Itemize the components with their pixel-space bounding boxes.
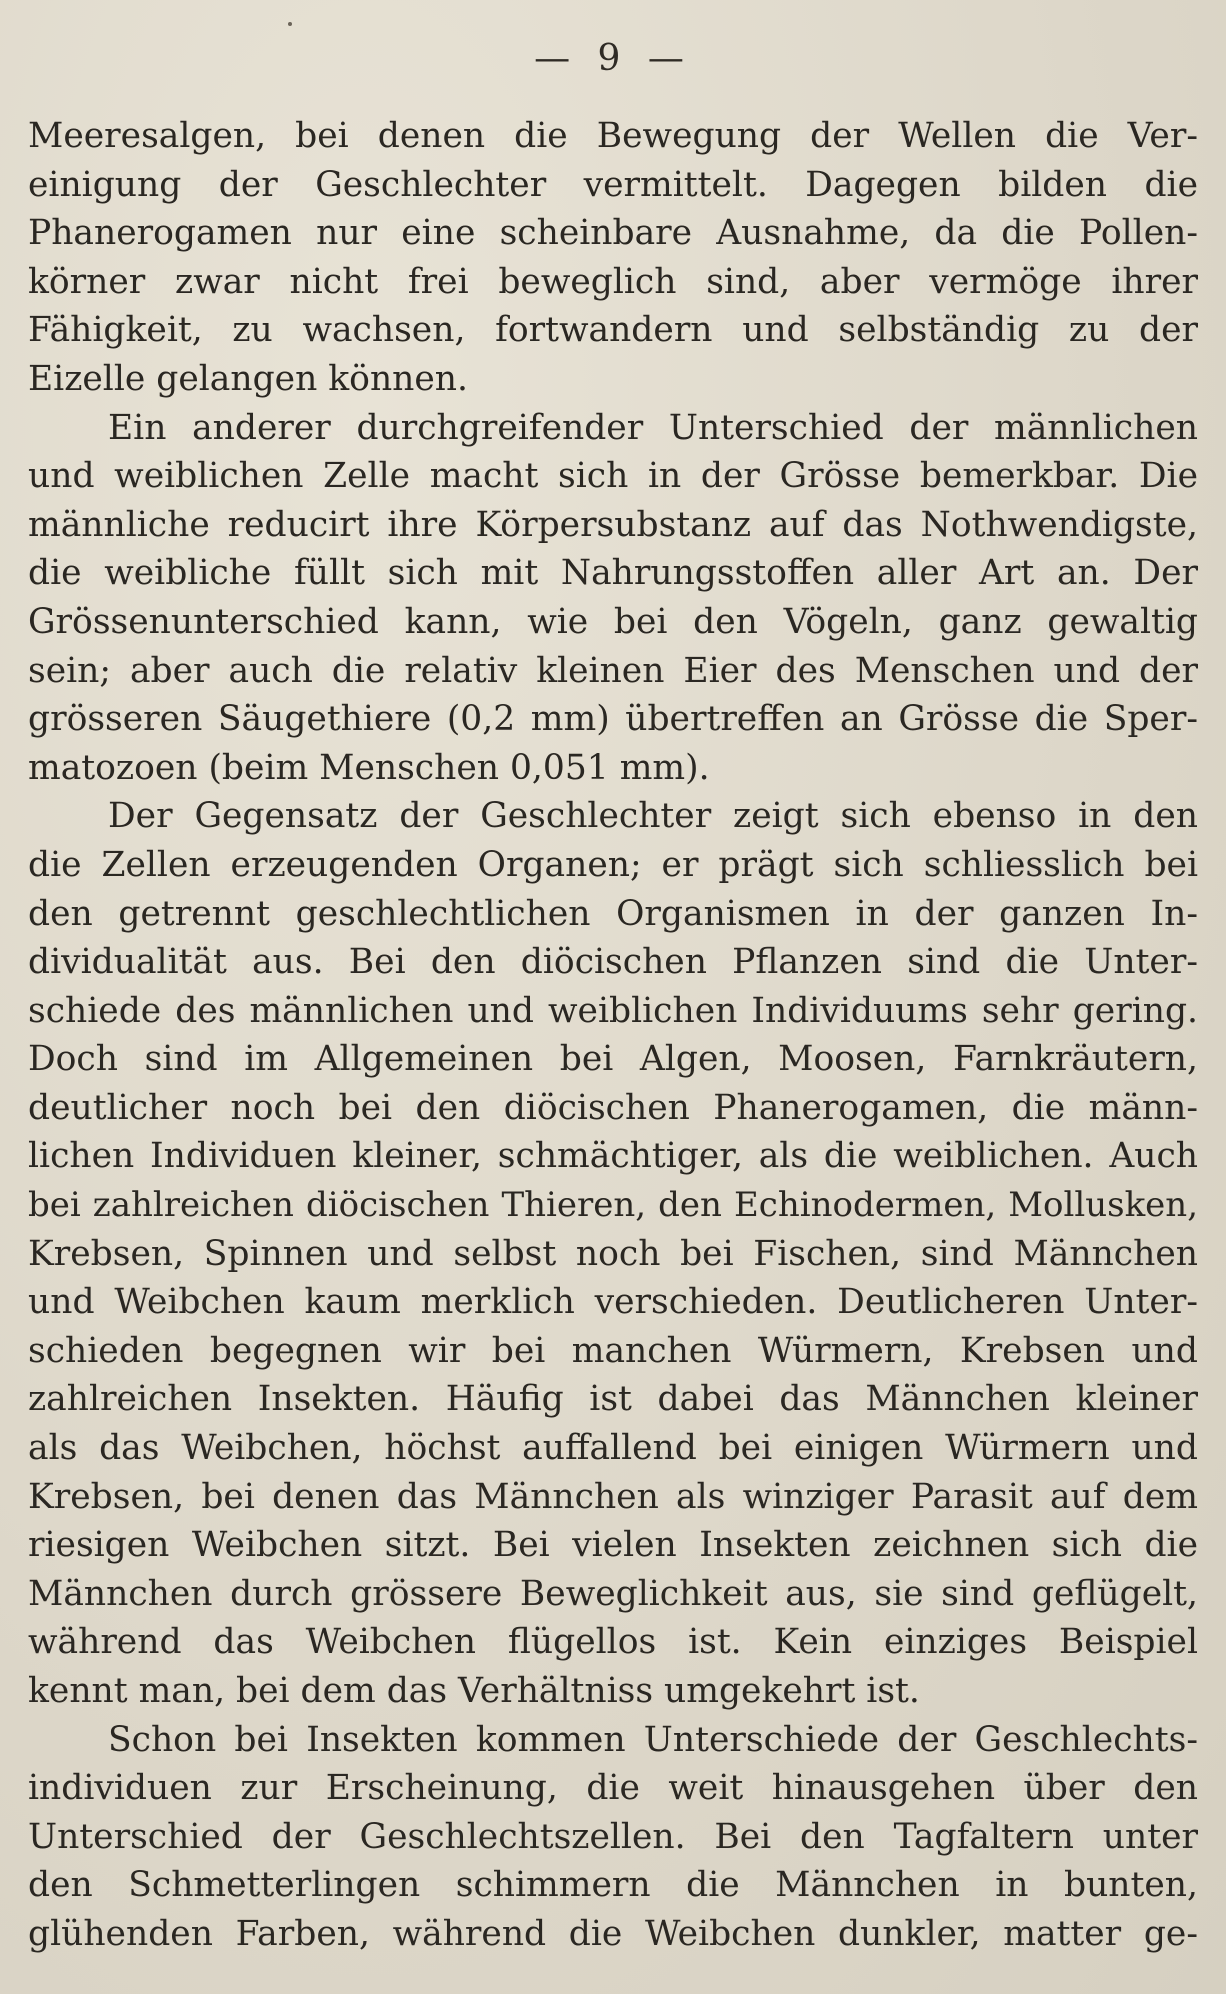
text-line: Meeresalgen, bei denen die Bewegung der Wellen die Ver- xyxy=(28,116,1198,156)
text-line: Fähigkeit, zu wachsen, fortwandern und selbständig zu der xyxy=(28,310,1198,351)
text-line: als das Weibchen, höchst auffallend bei einigen Würmern und xyxy=(28,1428,1198,1469)
text-line: den Schmetterlingen schimmern die Männchen in bunten, xyxy=(28,1865,1198,1906)
text-line: Doch sind im Allgemeinen bei Algen, Moosen, Farnkräutern, xyxy=(28,1039,1198,1080)
page-body xyxy=(28,112,1198,1959)
text-line: sein; aber auch die relativ kleinen Eier des Menschen und der xyxy=(28,650,1198,691)
text-line: riesigen Weibchen sitzt. Bei vielen Insekten zeichnen sich die xyxy=(28,1525,1198,1566)
paragraph-2 xyxy=(28,404,1198,793)
text-line: die weibliche füllt sich mit Nahrungsstoffen aller Art an. Der xyxy=(28,553,1198,594)
text-line: zahlreichen Insekten. Häufig ist dabei das Männchen kleiner xyxy=(28,1379,1198,1420)
text-line: schiede des männlichen und weiblichen Individuums sehr gering. xyxy=(28,990,1198,1031)
text-line: Grössenunterschied kann, wie bei den Vögeln, ganz gewaltig xyxy=(28,601,1198,642)
text-line: lichen Individuen kleiner, schmächtiger, als die weiblichen. Auch xyxy=(28,1136,1198,1177)
text-line: bei zahlreichen diöcischen Thieren, den Echinodermen, Mollusken, xyxy=(28,1185,1198,1226)
text-line: Krebsen, bei denen das Männchen als winziger Parasit auf dem xyxy=(28,1476,1198,1517)
text-line: einigung der Geschlechter vermittelt. Dagegen bilden die xyxy=(28,164,1198,205)
text-line: und Weibchen kaum merklich verschieden. Deutlicheren Unter- xyxy=(28,1282,1198,1323)
paragraph-1 xyxy=(28,112,1198,404)
paper-speck xyxy=(288,22,292,26)
text-line: körner zwar nicht frei beweglich sind, aber vermöge ihrer xyxy=(28,261,1198,302)
text-line: schieden begegnen wir bei manchen Würmern, Krebsen und xyxy=(28,1330,1198,1371)
text-line: grösseren Säugethiere (0,2 mm) übertreffen an Grösse die Sper- xyxy=(28,699,1198,740)
text-line: männliche reducirt ihre Körpersubstanz auf das Nothwendigste, xyxy=(28,504,1198,545)
text-line: Männchen durch grössere Beweglichkeit aus, sie sind geflügelt, xyxy=(28,1573,1198,1614)
text-line: Eizelle gelangen können. xyxy=(28,358,468,399)
text-line: Krebsen, Spinnen und selbst noch bei Fischen, sind Männchen xyxy=(28,1233,1198,1274)
text-line: Schon bei Insekten kommen Unterschiede der Geschlechts- xyxy=(108,1719,1198,1760)
text-line: dividualität aus. Bei den diöcischen Pflanzen sind die Unter- xyxy=(28,942,1198,983)
paragraph-4 xyxy=(28,1716,1198,1959)
text-line: glühenden Farben, während die Weibchen dunkler, matter ge- xyxy=(28,1913,1198,1954)
text-line: Unterschied der Geschlechtszellen. Bei den Tagfaltern unter xyxy=(28,1816,1198,1857)
text-line: Der Gegensatz der Geschlechter zeigt sich ebenso in den xyxy=(108,796,1198,837)
text-line: die Zellen erzeugenden Organen; er prägt sich schliesslich bei xyxy=(28,844,1198,885)
text-line: den getrennt geschlechtlichen Organismen in der ganzen In- xyxy=(28,893,1198,934)
text-line: Ein anderer durchgreifender Unterschied der männlichen xyxy=(108,407,1198,448)
paragraph-3 xyxy=(28,792,1198,1715)
text-line: und weiblichen Zelle macht sich in der Grösse bemerkbar. Die xyxy=(28,456,1198,497)
text-line: Phanerogamen nur eine scheinbare Ausnahme, da die Pollen- xyxy=(28,213,1198,254)
text-line: individuen zur Erscheinung, die weit hinausgehen über den xyxy=(28,1768,1198,1809)
text-line: während das Weibchen flügellos ist. Kein einziges Beispiel xyxy=(28,1622,1198,1663)
page-number: — 9 — xyxy=(534,38,692,79)
text-line: kennt man, bei dem das Verhältniss umgekehrt ist. xyxy=(28,1671,920,1711)
text-line: matozoen (beim Menschen 0,051 mm). xyxy=(28,747,710,788)
text-line: deutlicher noch bei den diöcischen Phanerogamen, die männ- xyxy=(28,1087,1198,1128)
